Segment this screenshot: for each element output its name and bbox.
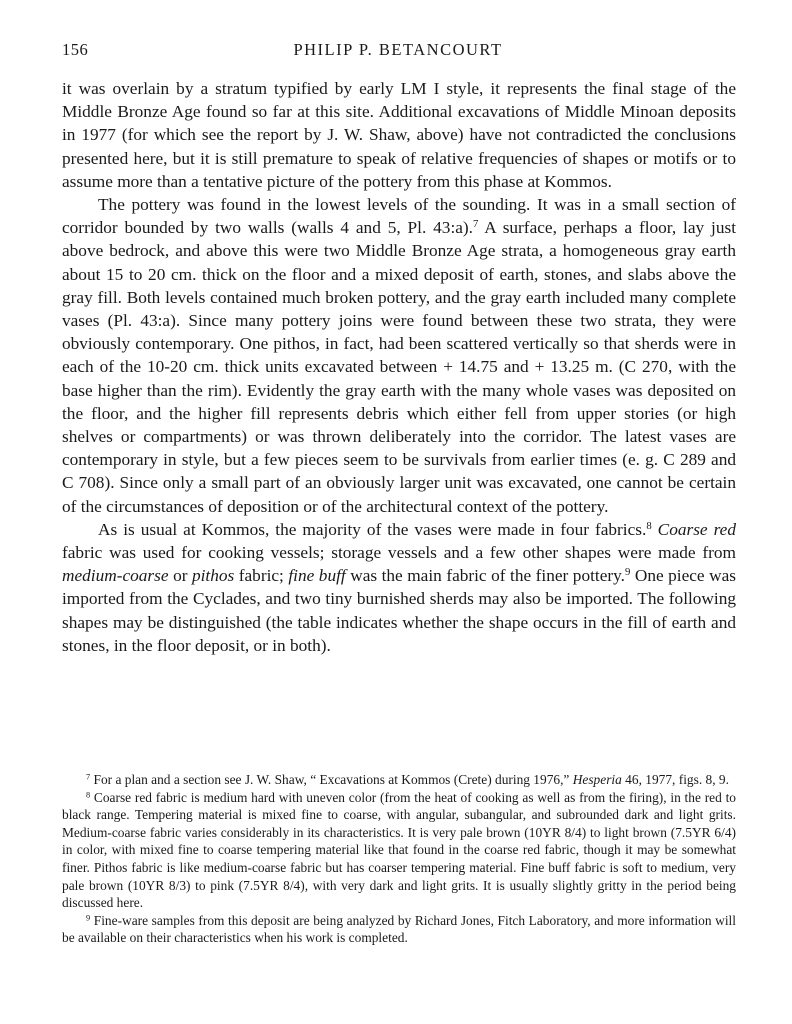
footnote-7-text-b: 46, 1977, figs. 8, 9. — [621, 772, 729, 787]
paragraph-3-text-d: fabric; — [234, 566, 289, 586]
running-head-author: PHILIP P. BETANCOURT — [293, 40, 503, 59]
paragraph-2-text-a: The pottery was found in the lowest levels of the sounding. It was in a small section of corridor bounded by two walls (walls 4 and 5, Pl. 43:a). — [62, 195, 736, 238]
paragraph-2 — [62, 193, 736, 518]
page-number: 156 — [62, 40, 89, 59]
term-pithos: pithos — [191, 566, 235, 586]
footnote-7 — [62, 771, 736, 789]
paragraph-1 — [62, 77, 736, 193]
footnote-8 — [62, 789, 736, 912]
footnote-9 — [62, 912, 736, 947]
footnote-7-journal: Hesperia — [572, 772, 622, 787]
paragraph-3-text-f: One piece was imported from the Cyclades, and two tiny burnished sherds may also be imported. The following shapes may be distinguished (the table indicates whether the shape occurs in the fill of earth and stones, in the floor deposit, or in both). — [62, 566, 736, 655]
paragraph-3-text-c: or — [168, 566, 192, 586]
footnote-8-number: 8 — [86, 790, 91, 800]
footnotes — [62, 771, 736, 947]
paragraph-1-text: it was overlain by a stratum typified by early LM I style, it represents the final stage of the Middle Bronze Age found so far at this site. Additional excavations of Middle Minoan deposits in 1977 (for which see the report by J. W. Shaw, above) have not contradicted the conclusions presented here, but it is still premature to speak of relative frequencies of shapes or motifs or to assume more than a tentative picture of the pottery from this phase at Kommos. — [62, 79, 736, 191]
footnote-7-text-a: For a plan and a section see J. W. Shaw, “ Excavations at Kommos (Crete) during 1976,” — [90, 772, 573, 787]
paragraph-3-text-e: was the main fabric of the finer pottery. — [345, 566, 625, 586]
paragraph-3 — [62, 518, 736, 657]
paragraph-3-text-b: fabric was used for cooking vessels; storage vessels and a few other shapes were made from — [62, 543, 736, 563]
term-medium-coarse: medium-coarse — [62, 566, 169, 586]
term-fine-buff: fine buff — [288, 566, 346, 586]
footnote-8-text: Coarse red fabric is medium hard with uneven color (from the heat of cooking as well as from the firing), in the red to black range. Tempering material is mixed fine to coarse, with angular, subangular, and subrounded dark and light grits. Medium-coarse fabric varies considerably in its characteristics. It is very pale brown (10YR 8/4) to light brown (7.5YR 6/4) in color, with mixed fine to coarse tempering material like that found in the coarse red fabric, though it may be somewhat finer. Pithos fabric is like medium-coarse fabric but has coarser tempering material. Fine buff fabric is soft to medium, very pale brown (10YR 8/3) to pink (7.5YR 8/4), with very dark and light grits. It is usually slightly gritty in the period being discussed here. — [62, 789, 736, 911]
footnote-ref-7[interactable]: 7 — [473, 218, 479, 231]
paragraph-3-text-a: As is usual at Kommos, the majority of the vases were made in four fabrics. — [98, 519, 647, 539]
paragraph-2-text-b: A surface, perhaps a floor, lay just above bedrock, and above this were two Middle Bronze Age strata, a homogeneous gray earth about 15 to 20 cm. thick on the floor and a mixed deposit of earth, stones, and slabs above the gray fill. Both levels contained much broken pottery, and the gray earth included many complete vases (Pl. 43:a). Since many pottery joins were found between these two strata, they were obviously contemporary. One pithos, in fact, had been scattered vertically so that sherds were in each of the 10-20 cm. thick units excavated between + 14.75 and + 13.25 m. (C 270, with the base higher than the rim). Evidently the gray earth with the many whole vases was deposited on the floor, and the higher fill represents debris which either fell from upper stories (or high shelves or compartments) or was thrown deliberately into the corridor. The latest vases are contemporary in style, but a few pieces seem to be survivals from earlier times (e. g. C 289 and C 708). Since only a small part of an obviously larger unit was excavated, one cannot be certain of the circumstances of deposition or of the architectural context of the pottery. — [62, 218, 737, 516]
footnote-7-number: 7 — [86, 772, 91, 782]
running-head — [62, 40, 734, 62]
body-text — [62, 77, 736, 657]
footnote-ref-8[interactable]: 8 — [646, 519, 652, 532]
footnote-9-text: Fine-ware samples from this deposit are being analyzed by Richard Jones, Fitch Laboratory, and more information will be available on their characteristics when his work is completed. — [62, 912, 736, 946]
term-coarse-red: Coarse red — [657, 519, 736, 539]
footnote-9-number: 9 — [86, 913, 91, 923]
footnote-ref-9[interactable]: 9 — [624, 566, 631, 579]
